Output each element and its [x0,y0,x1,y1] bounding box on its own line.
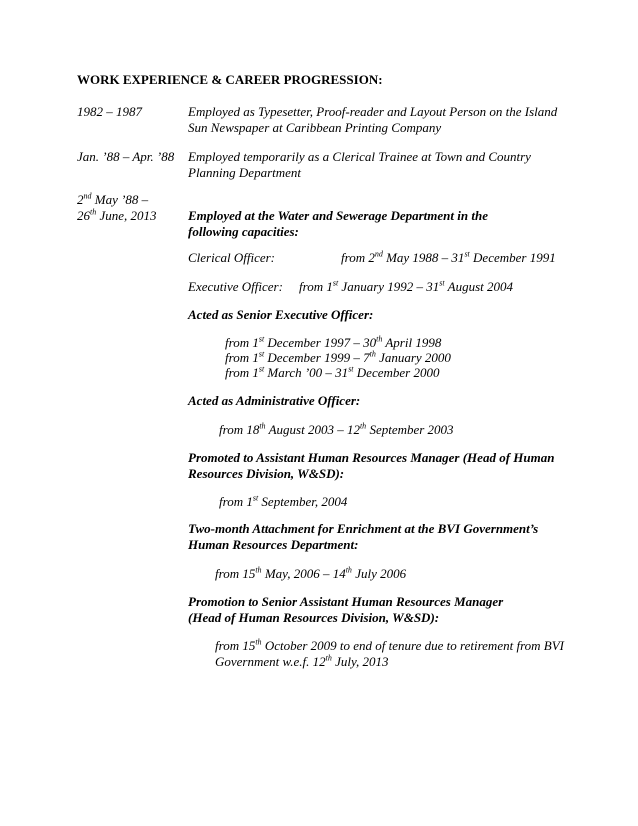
department-title: Employed at the Water and Sewerage Department in the [188,208,488,223]
role-label: Executive Officer: [188,279,283,294]
ordinal-suffix: th [376,334,383,344]
ordinal-suffix: th [325,653,332,663]
date-text: January 2000 [375,350,451,365]
role-heading: Acted as Administrative Officer: [188,393,361,408]
entry-description: Employed temporarily as a Clerical Trainee at Town and Country [188,149,531,164]
entry-date: 1982 – 1987 [77,104,142,119]
ordinal-suffix: th [255,637,262,647]
entry-date [77,208,157,224]
ordinal-suffix: th [345,565,352,575]
ordinal-suffix: st [252,493,259,503]
date-text: July, 2013 [331,654,389,669]
ordinal-suffix: th [369,349,376,359]
ordinal-suffix: st [258,334,265,344]
role-dates [219,422,454,438]
date-text: from 2 [341,250,375,265]
date-text: May 1988 – 31 [382,250,465,265]
role-heading: Resources Division, W&SD): [188,466,345,481]
date-text: from 18 [219,422,260,437]
date-text: from 1 [219,494,253,509]
entry-description: Sun Newspaper at Caribbean Printing Company [188,120,442,135]
role-heading: Acted as Senior Executive Officer: [188,307,374,322]
ordinal-suffix: nd [83,191,92,201]
ordinal-suffix: st [439,278,445,288]
date-text: September 2003 [366,422,454,437]
date-text: December 1991 [469,250,556,265]
section-heading: WORK EXPERIENCE & CAREER PROGRESSION: [77,72,383,87]
role-dates [225,335,441,351]
department-title: following capacities: [188,224,299,239]
date-text: January 1992 – 31 [338,279,440,294]
role-dates [225,350,451,366]
date-text: March ’00 – 31 [264,365,349,380]
role-heading: (Head of Human Resources Division, W&SD): [188,610,440,625]
role-heading: Promotion to Senior Assistant Human Resources Manager [188,594,504,609]
role-dates [299,279,513,295]
role-heading: Two-month Attachment for Enrichment at the BVI Government’s [188,521,539,536]
entry-description: Employed as Typesetter, Proof-reader and Layout Person on the Island [188,104,558,119]
role-dates [341,250,556,266]
date-text: from 1 [225,335,259,350]
ordinal-suffix: th [255,565,262,575]
role-dates [219,494,347,510]
date-number: 2 [77,192,84,207]
ordinal-suffix: st [348,364,354,374]
entry-date: Jan. ’88 – Apr. ’88 [77,149,175,164]
date-text: from 15 [215,638,256,653]
date-text: December 2000 [353,365,440,380]
date-text: April 1998 [382,335,442,350]
entry-date [77,192,148,208]
date-text: Government w.e.f. 12 [215,654,326,669]
ordinal-suffix: st [258,364,265,374]
ordinal-suffix: th [359,421,367,431]
date-number: 26 [77,208,90,223]
date-text: August 2004 [444,279,514,294]
role-heading: Human Resources Department: [188,537,359,552]
ordinal-suffix: st [464,249,470,259]
ordinal-suffix: th [259,421,266,431]
date-text: August 2003 – 12 [265,422,360,437]
role-dates [225,365,439,381]
ordinal-suffix: nd [374,249,383,259]
role-dates [215,654,389,670]
role-dates [215,566,406,582]
entry-description: Planning Department [188,165,302,180]
date-text: June, 2013 [96,208,157,223]
date-text: from 15 [215,566,256,581]
date-text: May, 2006 – 14 [261,566,346,581]
date-text: July 2006 [351,566,407,581]
role-dates [215,638,564,654]
ordinal-suffix: st [258,349,265,359]
date-text: from 1 [225,350,259,365]
date-text: December 1999 – 7 [264,350,370,365]
date-text: from 1 [299,279,333,294]
date-text: October 2009 to end of tenure due to retirement from BVI [261,638,564,653]
date-text: May ’88 – [91,192,149,207]
date-text: September, 2004 [258,494,348,509]
date-text: December 1997 – 30 [264,335,377,350]
ordinal-suffix: th [90,207,97,217]
role-label: Clerical Officer: [188,250,276,265]
role-heading: Promoted to Assistant Human Resources Manager (Head of Human [188,450,555,465]
ordinal-suffix: st [332,278,339,288]
date-text: from 1 [225,365,259,380]
